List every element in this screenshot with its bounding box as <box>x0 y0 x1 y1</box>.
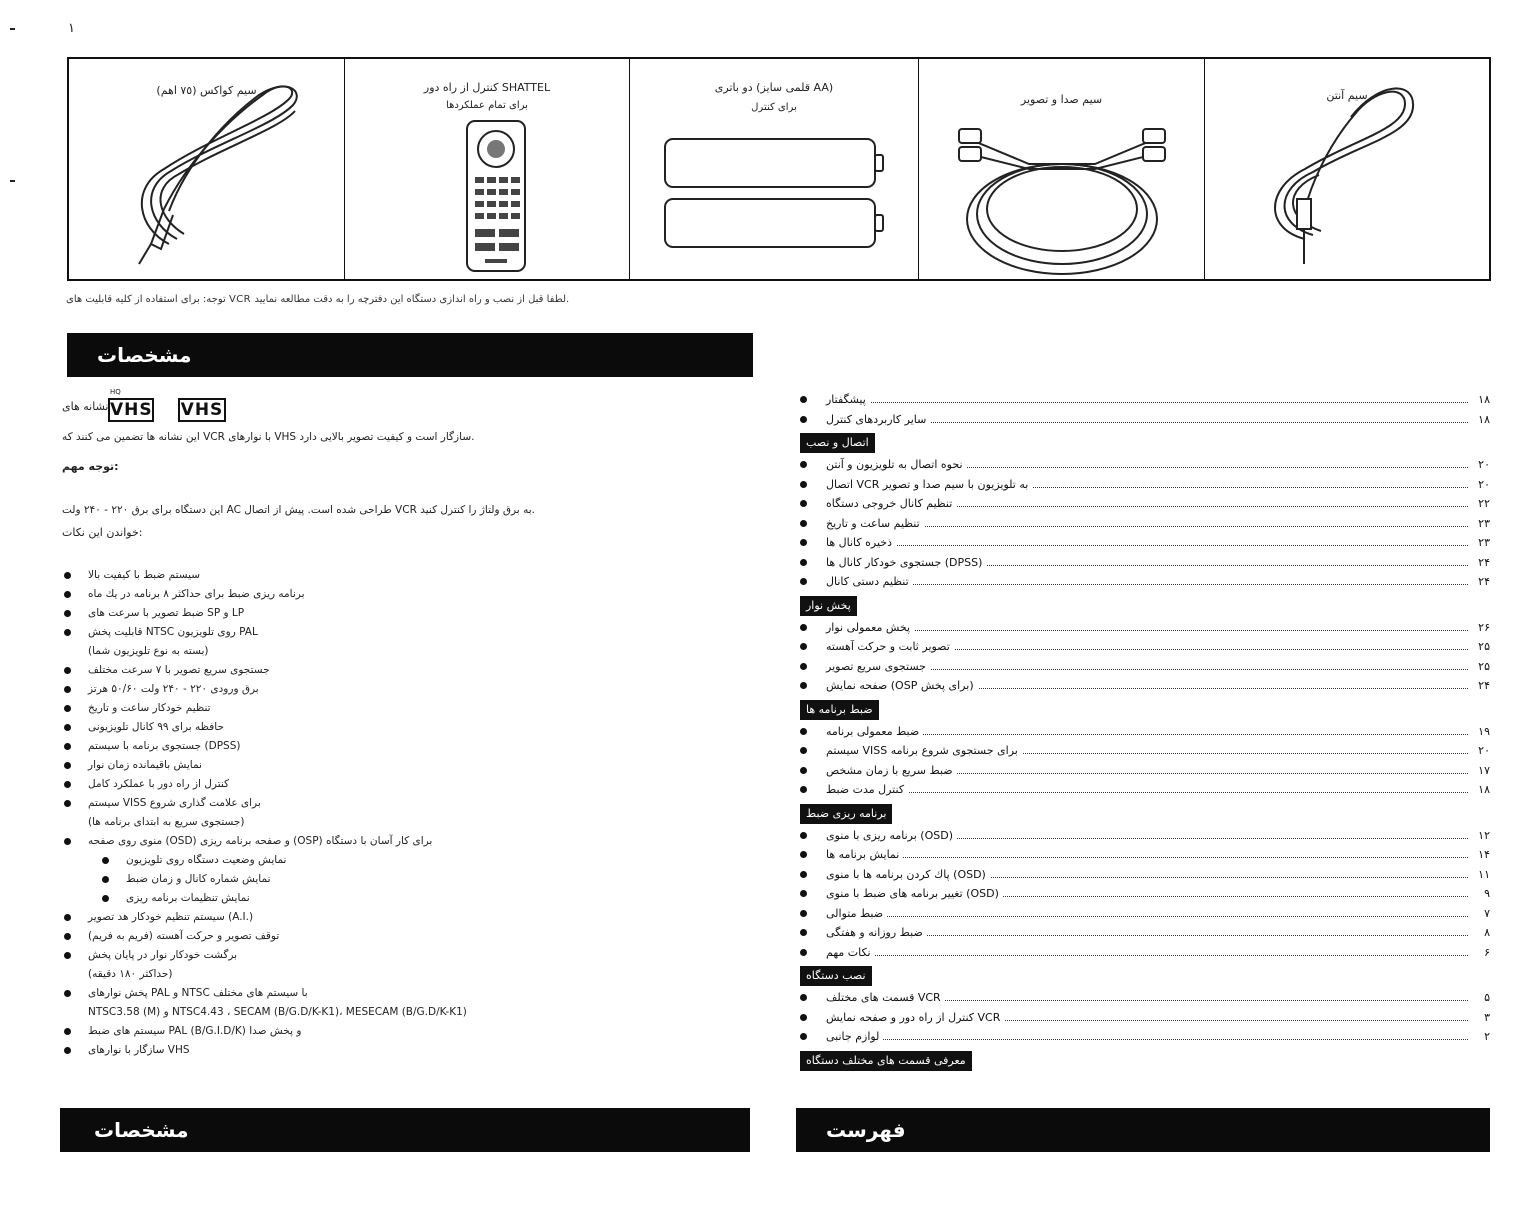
bullet-icon <box>800 890 807 897</box>
bullet-icon <box>800 832 807 839</box>
bullet-icon <box>800 994 807 1001</box>
logo-caption: HQ <box>110 388 121 396</box>
feature-item <box>62 851 467 870</box>
contents-row[interactable] <box>800 923 1490 942</box>
dot-leader <box>826 916 1468 917</box>
contents-row[interactable] <box>800 410 1490 429</box>
contents-row-page: ۲۶ <box>1475 618 1490 637</box>
bullet-icon <box>800 910 807 917</box>
bullet-icon <box>800 728 807 735</box>
accessory-cell <box>69 59 345 279</box>
feature-text: ﻧﻤﺎﻳﺶ ﺷﻤﺎره ﻛﺎﻧﺎل و زﻣﺎن ﺿﺒﻂ <box>126 873 271 885</box>
feature-text: ﺑﺮق ورودی ۲۲۰ - ۲۴۰ وﻟﺖ ۵۰/۶۰ ﻫﺮﺗﺰ <box>88 683 259 695</box>
contents-row-page: ۲۰ <box>1475 455 1490 474</box>
bullet-icon <box>800 559 807 566</box>
contents-row[interactable] <box>800 826 1490 845</box>
feature-text: ﺑﺮﮔﺸﺖ ﺧﻮدﻛﺎر ﻧﻮار در ﭘﺎﻳﺎن ﭘﺨﺶ <box>88 949 238 961</box>
accessory-cell <box>630 59 919 279</box>
contents-row[interactable] <box>800 676 1490 695</box>
contents-row[interactable] <box>800 572 1490 591</box>
bullet-icon <box>64 572 71 579</box>
feature-item <box>62 984 467 1022</box>
contents-row[interactable] <box>800 475 1490 494</box>
accessory-label: ﺳﯿﻢ آﻧﺘﻦ <box>1326 89 1368 102</box>
feature-text: ﺿﺒﻂ ﺗﺼﻮﻳﺮ ﺑﺎ ﺳﺮﻋﺖ ﻫﺎی SP و LP <box>88 607 245 619</box>
contents-row[interactable] <box>800 533 1490 552</box>
contents-row[interactable] <box>800 455 1490 474</box>
feature-text: ﺳﺎزﮔﺎر ﺑﺎ ﻧﻮارﻫﺎی VHS <box>88 1044 190 1056</box>
contents-row-page: ۱۱ <box>1475 865 1490 884</box>
contents-row-label: ﺳﯿﺴﺘﻢ VISS ﺑﺮای ﺟﺴﺘﺠﻮی ﺷﺮوع ﺑﺮﻧﺎﻣﻪ <box>826 741 1022 760</box>
accessory-cell <box>345 59 630 279</box>
antenna-cable-icon <box>1205 59 1489 279</box>
bullet-icon <box>800 416 807 423</box>
bullet-icon <box>64 591 71 598</box>
feature-item <box>62 946 467 984</box>
bullet-icon <box>800 786 807 793</box>
contents-row-label: ﺗﺼﻮﻳﺮ ﺛﺎﺑﺖ و ﺣﺮﻛﺖ آﻫﺴﺘﻪ <box>826 637 954 656</box>
contents-row[interactable] <box>800 494 1490 513</box>
bullet-icon <box>800 682 807 689</box>
dot-leader <box>826 857 1468 858</box>
bullet-icon <box>64 629 71 636</box>
contents-row[interactable] <box>800 865 1490 884</box>
feature-text: ﻧﻤﺎﻳﺶ ﺗﻨﻈﯿﻤﺎت ﺑﺮﻧﺎﻣﻪ رﻳﺰی <box>126 892 250 904</box>
bullet-icon <box>64 781 71 788</box>
feature-text: ﺳﯿﺴﺘﻢ ﺿﺒﻂ ﺑﺎ ﻛﯿﻔﯿﺖ ﺑﺎﻻ <box>88 569 201 581</box>
contents-row-label: ﻛﻨﺘﺮل از راه دور و ﺻﻔﺤﻪ ﻧﻤﺎﻳﺶ VCR <box>826 1008 1004 1027</box>
dot-leader <box>826 584 1468 585</box>
contents-row[interactable] <box>800 943 1490 962</box>
feature-text-continued: NTSC3.58 (M) و NTSC4.43 ، SECAM (B/G.D/K-K1)، MESECAM (B/G.D/K-K1) <box>88 1006 467 1018</box>
contents-row-page: ۲۳ <box>1475 514 1490 533</box>
bullet-icon <box>800 643 807 650</box>
features-header-bar <box>67 333 753 377</box>
feature-item <box>62 737 467 756</box>
feature-text: ﺗﻮﻗﻒ ﺗﺼﻮﻳﺮ و ﺣﺮﻛﺖ آﻫﺴﺘﻪ (ﻓﺮﻳﻢ ﺑﻪ ﻓﺮﻳﻢ) <box>88 930 280 942</box>
bullet-icon <box>64 1047 71 1054</box>
bullet-icon <box>800 663 807 670</box>
contents-row-label: ﺿﺒﻂ ﻣﺘﻮاﻟﯽ <box>826 904 887 923</box>
feature-text: ﻗﺎﺑﻠﯿﺖ ﭘﺨﺶ NTSC روی ﺗﻠﻮﻳﺰﻳﻮن PAL <box>88 626 258 638</box>
bullet-icon <box>64 800 71 807</box>
feature-text: ﭘﺨﺶ ﻧﻮارﻫﺎی PAL و NTSC ﺑﺎ ﺳﯿﺴﺘﻢ ﻫﺎی ﻣﺨﺘﻠﻒ <box>88 987 308 999</box>
feature-item <box>62 718 467 737</box>
logo-text: VHS <box>180 400 224 420</box>
bullet-icon <box>64 667 71 674</box>
contents-row-label: ﺻﻔﺤﻪ ﻧﻤﺎﻳﺶ (OSP ﺑﺮای ﭘﺨﺶ) <box>826 676 978 695</box>
contents-row-page: ۱۹ <box>1475 722 1490 741</box>
bullet-icon <box>64 762 71 769</box>
feature-text: ﺟﺴﺘﺠﻮی ﺑﺮﻧﺎﻣﻪ ﺑﺎ ﺳﯿﺴﺘﻢ (DPSS) <box>88 740 241 752</box>
contents-row-page: ۸ <box>1481 923 1490 942</box>
feature-text: ﺑﺮﻧﺎﻣﻪ رﻳﺰی ﺿﺒﻂ ﺑﺮای ﺣﺪاﻛﺜﺮ ۸ ﺑﺮﻧﺎﻣﻪ در ﻳﻚ ﻣﺎه <box>88 588 305 600</box>
contents-row-label: ﻛﻨﺘﺮل ﻣﺪت ﺿﺒﻂ <box>826 780 908 799</box>
contents-row-page: ۲۴ <box>1475 553 1490 572</box>
contents-row-page: ۲۳ <box>1475 533 1490 552</box>
feature-item <box>62 756 467 775</box>
contents-footer-title: ﻓﻬﺮﺳﺖ <box>826 1118 906 1142</box>
features-footer-bar <box>60 1108 750 1152</box>
contents-row[interactable] <box>800 618 1490 637</box>
dot-leader <box>826 792 1468 793</box>
dot-leader <box>826 630 1468 631</box>
bullet-icon <box>800 461 807 468</box>
contents-row-page: ۱۸ <box>1475 410 1490 429</box>
contents-row-label: ﺿﺒﻂ روزاﻧﻪ و ﻫﻔﺘﮕﯽ <box>826 923 927 942</box>
feature-item <box>62 623 467 661</box>
contents-row[interactable] <box>800 514 1490 533</box>
feature-text-continued: (ﺑﺴﺘﻪ ﺑﻪ ﻧﻮع ﺗﻠﻮﻳﺰﻳﻮن ﺷﻤﺎ) <box>88 645 209 657</box>
bullet-icon <box>800 578 807 585</box>
contents-row-label: ﻗﺴﻤﺖ ﻫﺎی ﻣﺨﺘﻠﻒ VCR <box>826 988 945 1007</box>
bullet-icon <box>64 990 71 997</box>
bullet-icon <box>64 1028 71 1035</box>
bullet-icon <box>800 500 807 507</box>
accessory-label: دو ﺑﺎﺗﺮی (ﻗﻠﻤﯽ ﺳﺎﻳﺰ AA) <box>714 81 834 94</box>
contents-row[interactable] <box>800 988 1490 1007</box>
feature-text: ﻣﻨﻮی روی ﺻﻔﺤﻪ (OSD) و ﺻﻔﺤﻪ ﺑﺮﻧﺎﻣﻪ رﻳﺰی (OSP) ﺑﺮای ﻛﺎر آﺳﺎن ﺑﺎ دﺳﺘﮕﺎه <box>88 835 433 847</box>
contents-section-heading: ﻣﻌﺮﻓﯽ ﻗﺴﻤﺖ ﻫﺎی ﻣﺨﺘﻠﻒ دﺳﺘﮕﺎه <box>800 1051 972 1071</box>
contents-row-page: ۲۴ <box>1475 676 1490 695</box>
bullet-icon <box>800 747 807 754</box>
contents-row-label: ﭘﺎك ﻛﺮدن ﺑﺮﻧﺎﻣﻪ ﻫﺎ ﺑﺎ ﻣﻨﻮی (OSD) <box>826 865 990 884</box>
contents-row[interactable] <box>800 904 1490 923</box>
contents-row-page: ۲۰ <box>1475 475 1490 494</box>
contents-row-label: ﻧﺤﻮه اﺗﺼﺎل ﺑﻪ ﺗﻠﻮﻳﺰﻳﻮن و آﻧﺘﻦ <box>826 455 967 474</box>
feature-item <box>62 680 467 699</box>
remote-control-icon <box>345 59 630 279</box>
contents-row-label: ﺿﺒﻂ ﺳﺮﻳﻊ ﺑﺎ زﻣﺎن ﻣﺸﺨﺺ <box>826 761 957 780</box>
feature-text: ﺣﺎﻓﻈﻪ ﺑﺮای ۹۹ ﻛﺎﻧﺎل ﺗﻠﻮﻳﺰﻳﻮﻧﯽ <box>88 721 224 733</box>
bullet-icon <box>64 914 71 921</box>
contents-row-label: ﺳﺎﻳﺮ ﻛﺎرﺑﺮدﻫﺎی ﻛﻨﺘﺮل <box>826 410 930 429</box>
bullet-icon <box>800 949 807 956</box>
feature-item <box>62 585 467 604</box>
contents-row[interactable] <box>800 657 1490 676</box>
power-note-2: ﺧﻮاﻧﺪن اﻳﻦ ﻧﻜﺎت: <box>62 526 143 539</box>
feature-text: ﻧﻤﺎﻳﺶ وﺿﻌﯿﺖ دﺳﺘﮕﺎه روی ﺗﻠﻮﻳﺰﻳﻮن <box>126 854 287 866</box>
batteries-icon <box>630 59 919 279</box>
bullet-icon <box>64 610 71 617</box>
contents-row-page: ۳ <box>1481 1008 1490 1027</box>
bullet-icon <box>102 895 109 902</box>
dot-leader <box>826 402 1468 403</box>
feature-text: ﺳﯿﺴﺘﻢ VISS ﺑﺮای ﻋﻼﻣﺖ ﮔﺬاری ﺷﺮوع <box>88 797 261 809</box>
contents-row-label: ﺑﺮﻧﺎﻣﻪ رﻳﺰی ﺑﺎ ﻣﻨﻮی (OSD) <box>826 826 957 845</box>
contents-row-page: ۲ <box>1481 1027 1490 1046</box>
dot-leader <box>826 955 1468 956</box>
contents-row[interactable] <box>800 884 1490 903</box>
contents-row-page: ۱۸ <box>1475 390 1490 409</box>
contents-section-heading: ﺑﺮﻧﺎﻣﻪ رﻳﺰی ﺿﺒﻂ <box>800 804 892 824</box>
accessory-label: ﺳﯿﻢ ﺻﺪا و ﺗﺼﻮﻳﺮ <box>1020 93 1103 106</box>
feature-text: ﺳﯿﺴﺘﻢ ﺗﻨﻈﯿﻢ ﺧﻮدﻛﺎر ﻫﺪ ﺗﺼﻮﻳﺮ (A.I.) <box>88 911 254 923</box>
bullet-icon <box>800 1033 807 1040</box>
feature-item <box>62 775 467 794</box>
accessory-cell <box>919 59 1205 279</box>
feature-item <box>62 1041 467 1060</box>
contents-section-heading: ﭘﺨﺶ ﻧﻮار <box>800 596 857 616</box>
vhs-hq-logo <box>108 398 154 422</box>
contents-row-label: ﺟﺴﺘﺠﻮی ﺳﺮﻳﻊ ﺗﺼﻮﻳﺮ <box>826 657 930 676</box>
contents-row-label: ﻧﻜﺎت ﻣﻬﻢ <box>826 943 875 962</box>
dot-leader <box>826 1039 1468 1040</box>
accessory-label: ﺳﯿﻢ ﻛﻮاﻛﺲ (٧٥ اﻫﻢ) <box>156 84 257 97</box>
bullet-icon <box>102 876 109 883</box>
contents-row-label: ﻟﻮازم ﺟﺎﻧﺒﯽ <box>826 1027 883 1046</box>
contents-row-label: ﭘﯿﺸﮕﻔﺘﺎر <box>826 390 870 409</box>
contents-row-page: ۱۴ <box>1475 845 1490 864</box>
contents-row[interactable] <box>800 1027 1490 1046</box>
feature-item <box>62 794 467 832</box>
page-number: ١ <box>68 21 75 36</box>
contents-row-label: ﭘﺨﺶ ﻣﻌﻤﻮﻟﯽ ﻧﻮار <box>826 618 914 637</box>
contents-row-label: ﻧﻤﺎﻳﺶ ﺑﺮﻧﺎﻣﻪ ﻫﺎ <box>826 845 903 864</box>
bullet-icon <box>800 851 807 858</box>
accessory-label: ﻛﻨﺘﺮل از راه دور SHATTEL <box>423 81 551 94</box>
contents-row-page: ۵ <box>1481 988 1490 1007</box>
bullet-icon <box>800 929 807 936</box>
feature-item <box>62 566 467 585</box>
bullet-icon <box>800 767 807 774</box>
feature-text: ﻛﻨﺘﺮل از راه دور ﺑﺎ ﻋﻤﻠﻜﺮد ﻛﺎﻣﻞ <box>88 778 230 790</box>
page-corner-mark <box>10 28 15 30</box>
contents-row[interactable] <box>800 741 1490 760</box>
av-cable-icon <box>919 59 1205 279</box>
contents-row-page: ۲۴ <box>1475 572 1490 591</box>
coax-cable-icon <box>69 59 345 279</box>
feature-item <box>62 1022 467 1041</box>
contents-row-page: ۷ <box>1481 904 1490 923</box>
feature-item <box>62 832 467 851</box>
contents-row[interactable] <box>800 722 1490 741</box>
contents-row-label: ذﺧﯿﺮه ﻛﺎﻧﺎل ﻫﺎ <box>826 533 896 552</box>
feature-item <box>62 870 467 889</box>
accessories-table <box>67 57 1491 281</box>
bullet-icon <box>800 1014 807 1021</box>
bullet-icon <box>102 857 109 864</box>
feature-text: ﺳﯿﺴﺘﻢ ﻫﺎی ﺿﺒﻂ PAL (B/G.I.D/K) و ﭘﺨﺶ ﺻﺪا <box>88 1025 302 1037</box>
feature-item <box>62 699 467 718</box>
accessory-cell <box>1205 59 1489 279</box>
contents-row-label: ﺗﻐﯿﯿﺮ ﺑﺮﻧﺎﻣﻪ ﻫﺎی ﺿﺒﻂ ﺑﺎ ﻣﻨﻮی (OSD) <box>826 884 1003 903</box>
dot-leader <box>826 545 1468 546</box>
contents-row-page: ۲۵ <box>1475 637 1490 656</box>
feature-text-continued: (ﺣﺪاﻛﺜﺮ ۱۸۰ دﻗﯿﻘﻪ) <box>88 968 173 980</box>
contents-row-label: ﺗﻨﻈﯿﻢ دﺳﺘﯽ ﻛﺎﻧﺎل <box>826 572 913 591</box>
page-corner-mark <box>10 180 15 182</box>
features-footer-title: ﻣﺸﺨﺼﺎت <box>94 1118 189 1142</box>
usage-note: ﺗﻮﺟﻪ: ﺑﺮای اﺳﺘﻔﺎده از ﻛﻠﯿﻪ ﻗﺎﺑﻠﯿﺖ ﻫﺎی VCR ﻟﻄﻔﺎ ﻗﺒﻞ از ﻧﺼﺐ و راه اﻧﺪازی دﺳﺘﮕﺎه اﻳﻦ دﻓﺘﺮﭼﻪ را ﺑﻪ دﻗﺖ ﻣﻄﺎﻟﻌﻪ ﻧﻤﺎﻳﯿﺪ. <box>66 294 570 305</box>
contents-footer-bar <box>796 1108 1490 1152</box>
contents-row-label: اﺗﺼﺎل VCR ﺑﻪ ﺗﻠﻮﻳﺰﻳﻮن ﺑﺎ ﺳﯿﻢ ﺻﺪا و ﺗﺼﻮﻳﺮ <box>826 475 1032 494</box>
contents-row-page: ۲۵ <box>1475 657 1490 676</box>
accessory-sublabel: ﺑﺮای ﺗﻤﺎم ﻋﻤﻠﻜﺮدﻫﺎ <box>446 100 528 111</box>
contents-row[interactable] <box>800 390 1490 409</box>
features-intro: اﻳﻦ ﻧﺸﺎﻧﻪ ﻫﺎ ﺗﻀﻤﯿﻦ ﻣﯽ ﻛﻨﻨﺪ ﻛﻪ VCR ﺑﺎ ﻧﻮارﻫﺎی VHS ﺳﺎزﮔﺎر اﺳﺖ و ﻛﯿﻔﯿﺖ ﺗﺼﻮﻳﺮ ﺑﺎﻻﻳﯽ دارد. <box>62 431 475 443</box>
bullet-icon <box>800 871 807 878</box>
contents-row[interactable] <box>800 637 1490 656</box>
bullet-icon <box>800 520 807 527</box>
feature-text: ﺗﻨﻈﯿﻢ ﺧﻮدﻛﺎر ﺳﺎﻋﺖ و ﺗﺎرﻳﺦ <box>88 702 211 714</box>
contents-row[interactable] <box>800 845 1490 864</box>
feature-text-continued: (ﺟﺴﺘﺠﻮی ﺳﺮﻳﻊ ﺑﻪ اﺑﺘﺪای ﺑﺮﻧﺎﻣﻪ ﻫﺎ) <box>88 816 245 828</box>
contents-row-label: ﺗﻨﻈﯿﻢ ﺳﺎﻋﺖ و ﺗﺎرﻳﺦ <box>826 514 924 533</box>
feature-item <box>62 889 467 908</box>
bullet-icon <box>800 539 807 546</box>
contents-row[interactable] <box>800 780 1490 799</box>
bullet-icon <box>800 396 807 403</box>
accessory-sublabel: ﺑﺮای ﻛﻨﺘﺮل <box>751 102 797 113</box>
feature-item <box>62 661 467 680</box>
bullet-icon <box>800 624 807 631</box>
contents-row-page: ۹ <box>1481 884 1490 903</box>
contents-row[interactable] <box>800 761 1490 780</box>
contents-row-page: ۱۸ <box>1475 780 1490 799</box>
bullet-icon <box>64 838 71 845</box>
contents-row-label: ﺿﺒﻂ ﻣﻌﻤﻮﻟﯽ ﺑﺮﻧﺎﻣﻪ <box>826 722 923 741</box>
features-header-title: ﻣﺸﺨﺼﺎت <box>97 343 192 367</box>
contents-row-page: ۱۷ <box>1475 761 1490 780</box>
contents-row-label: ﺟﺴﺘﺠﻮی ﺧﻮدﻛﺎر ﻛﺎﻧﺎل ﻫﺎ (DPSS) <box>826 553 986 572</box>
contents-row[interactable] <box>800 1008 1490 1027</box>
feature-item <box>62 927 467 946</box>
contents-row[interactable] <box>800 553 1490 572</box>
contents-section-heading: ﺿﺒﻂ ﺑﺮﻧﺎﻣﻪ ﻫﺎ <box>800 700 879 720</box>
bullet-icon <box>64 952 71 959</box>
bullet-icon <box>64 686 71 693</box>
logos-label: ﻧﺸﺎﻧﻪ ﻫﺎی <box>62 400 109 413</box>
bullet-icon <box>64 705 71 712</box>
feature-item <box>62 604 467 623</box>
bullet-icon <box>800 481 807 488</box>
contents-row-page: ۶ <box>1481 943 1490 962</box>
power-note: اﻳﻦ دﺳﺘﮕﺎه ﺑﺮای ﺑﺮق ۲۲۰ - ۲۴۰ وﻟﺖ AC ﻃﺮاﺣﯽ ﺷﺪه اﺳﺖ. ﭘﯿﺶ از اﺗﺼﺎل VCR ﺑﻪ ﺑﺮق وﻟﺘﺎژ را ﻛﻨﺘﺮل ﻛﻨﯿﺪ. <box>62 504 535 516</box>
contents-row-page: ۱۲ <box>1475 826 1490 845</box>
feature-text: ﺟﺴﺘﺠﻮی ﺳﺮﻳﻊ ﺗﺼﻮﻳﺮ ﺑﺎ ۷ ﺳﺮﻋﺖ ﻣﺨﺘﻠﻒ <box>88 664 270 676</box>
vhs-logo <box>178 398 226 422</box>
contents-row-page: ۲۰ <box>1475 741 1490 760</box>
contents-row-label: ﺗﻨﻈﯿﻢ ﻛﺎﻧﺎل ﺧﺮوﺟﯽ دﺳﺘﮕﺎه <box>826 494 956 513</box>
feature-text: ﻧﻤﺎﻳﺶ ﺑﺎﻗﯿﻤﺎﻧﺪه زﻣﺎن ﻧﻮار <box>88 759 202 771</box>
features-list <box>62 566 467 1060</box>
contents-section-heading: ﻧﺼﺐ دﺳﺘﮕﺎه <box>800 966 872 986</box>
bullet-icon <box>64 743 71 750</box>
logo-text: VHS <box>110 400 153 420</box>
bullet-icon <box>64 933 71 940</box>
contents-row-page: ۲۲ <box>1475 494 1490 513</box>
bullet-icon <box>64 724 71 731</box>
caution-heading: ﺗﻮﺟﻪ ﻣﻬﻢ: <box>62 460 119 473</box>
feature-item <box>62 908 467 927</box>
contents-section-heading: اﺗﺼﺎل و ﻧﺼﺐ <box>800 433 875 453</box>
